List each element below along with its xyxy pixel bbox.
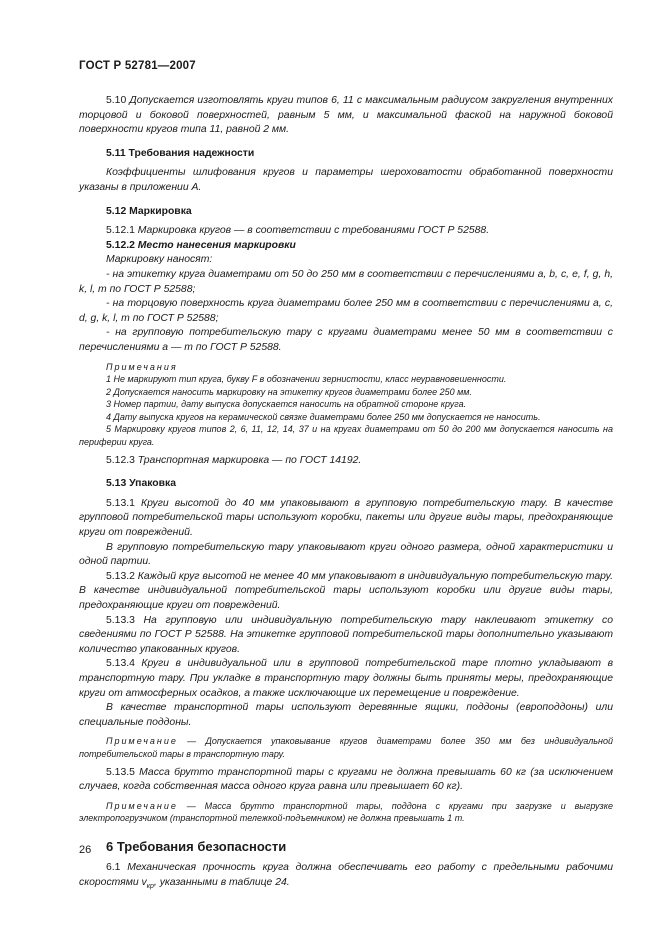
section-6-heading: 6 Требования безопасности [106, 838, 287, 854]
clause-5-13-1-b: В групповую потребительскую тару упаковывают круги одного размера, одной характеристики и одной партии. [79, 541, 613, 568]
clause-number: 5.13.3 [106, 614, 135, 626]
clause-text: Круги высотой до 40 мм упаковывают в групповую потребительскую тару. В качестве групповой потребительской тары используют коробки, пакеты или другие виды тары, предохраняющие круги от повреждений. [79, 497, 614, 539]
heading-5-11: 5.11 Требования надежности [106, 147, 255, 159]
clause-5-11-text: Коэффициенты шлифования кругов и параметры шероховатости обработанной поверхности указаны в приложении А. [79, 167, 613, 193]
clause-5-12-2 [79, 239, 613, 254]
clause-5-13-4-b: В качестве транспортной тары используют деревянные ящики, поддоны (европоддоны) или специальные поддоны. [79, 702, 613, 728]
clause-5-12-1 [79, 224, 613, 239]
clause-number: 5.13.1 [106, 497, 135, 509]
note-2: 2 Допускается наносить маркировку на этикетку кругов диаметрами более 250 мм. [106, 386, 472, 397]
page-number: 26 [79, 844, 92, 856]
clause-title: Место нанесения маркировки [137, 239, 296, 251]
clause-number: 5.10 [106, 95, 127, 106]
note-4: 4 Дату выпуска кругов на керамической связке диаметрами более 250 мм допускается не наносить. [106, 411, 541, 422]
clause-5-13-2 [79, 570, 613, 614]
clause-number: 6.1 [106, 861, 121, 873]
note-label: Примечание [106, 800, 178, 811]
heading-5-13: 5.13 Упаковка [106, 478, 177, 490]
clause-number: 5.12.2 [106, 239, 135, 251]
clause-text: На групповую или индивидуальную потребительскую тару наклеивают этикетку со сведениями по ГОСТ Р 52588. На этикетке групповой потребительской тары дополнительно указывают количество упакованных кругов. [79, 614, 613, 655]
note-1: 1 Не маркируют тип круга, букву F в обозначении зернистости, класс неуравновешенности. [106, 374, 507, 385]
marking-item-3: - на групповую потребительскую тару с кругами диаметрами менее 50 мм в соответствии с перечислениями а — m по ГОСТ Р 52588. [79, 327, 613, 353]
clause-5-13-5 [79, 766, 613, 795]
clause-5-13-4 [79, 657, 613, 701]
clause-5-12-3 [79, 454, 613, 469]
clause-5-13-3 [79, 614, 613, 658]
note-5: 5 Маркировку кругов типов 2, 6, 11, 12, 14, 37 и на кругах диаметрами от 50 до 200 мм допускается наносить на периферии круга. [79, 424, 613, 448]
clause-number: 5.12.1 [106, 225, 135, 237]
clause-number: 5.13.4 [106, 658, 135, 670]
velocity-subscript: кр [146, 882, 154, 890]
clause-text: Каждый круг высотой не менее 40 мм упаковывают в индивидуальную потребительскую тару. В качестве индивидуальной потребительской тары используют коробки или другие виды тары, предохраняющие круги от повреждений. [79, 570, 613, 611]
marking-item-1: - на этикетку круга диаметрами от 50 до 250 мм в соответствии с перечислениями а, b, с, е, f, g, h, k, l, m по ГОСТ Р 52588; [79, 268, 613, 295]
clause-number: 5.12.3 [106, 454, 135, 466]
clause-text: Транспортная маркировка — по ГОСТ 14192. [137, 454, 362, 466]
clause-text: Круги в индивидуальной или в групповой потребительской таре плотно укладывают в транспортную тару. При укладке в транспортную тару должны быть приняты меры, предохраняющие круги от атмосферных осадков, а также исключающие их перемещение и повреждение. [79, 658, 613, 699]
clause-text: Масса брутто транспортной тары с кругами не должна превышать 60 кг (за исключением случаев, когда собственная масса одного круга равна или превышает 60 кг). [79, 766, 613, 793]
document-header: ГОСТ Р 52781—2007 [79, 60, 196, 72]
clause-text-b: , указанными в таблице 24. [153, 876, 290, 888]
marking-item-2: - на торцовую поверхность круга диаметрами более 250 мм в соответствии с перечислениями а, с, d, g, k, l, m по ГОСТ Р 52588; [79, 298, 613, 324]
note-3: 3 Номер партии, дату выпуска допускается наносить на обратной стороне круга. [106, 399, 467, 410]
note-text: — Допускается упаковывание кругов диаметрами более 350 мм без индивидуальной потребительской тары в транспортную тару. [79, 736, 613, 759]
note-text: — Масса брутто транспортной тары, поддона с кругами при загрузке и выгрузке электропогрузчиком (транспортной тележкой-подъемником) не должна превышать 1 т. [79, 800, 613, 824]
clause-text: Допускается изготовлять круги типов 6, 11 с максимальным радиусом закругления внутренних торцовой и боковой поверхностей, равным 5 мм, и максимальной фаской на наружной боковой поверхности кругов типа 11, равной 2 мм. [79, 95, 613, 136]
notes-title: Примечания [106, 361, 178, 372]
clause-text-a: Механическая прочность круга должна обеспечивать его работу с предельными рабочими скоростями v [79, 861, 614, 888]
clause-5-10 [79, 94, 613, 138]
clause-number: 5.13.5 [106, 766, 135, 778]
note-mass [79, 800, 613, 825]
clause-number: 5.13.2 [106, 570, 135, 582]
note-label: Примечание [106, 736, 178, 747]
marking-intro: Маркировку наносят: [106, 254, 213, 266]
heading-5-12: 5.12 Маркировка [106, 205, 192, 217]
clause-5-13-1 [79, 497, 613, 541]
note-packaging [79, 735, 613, 760]
clause-text: Маркировка кругов — в соответствии с требованиями ГОСТ Р 52588. [137, 225, 490, 237]
clause-6-1 [79, 861, 613, 890]
